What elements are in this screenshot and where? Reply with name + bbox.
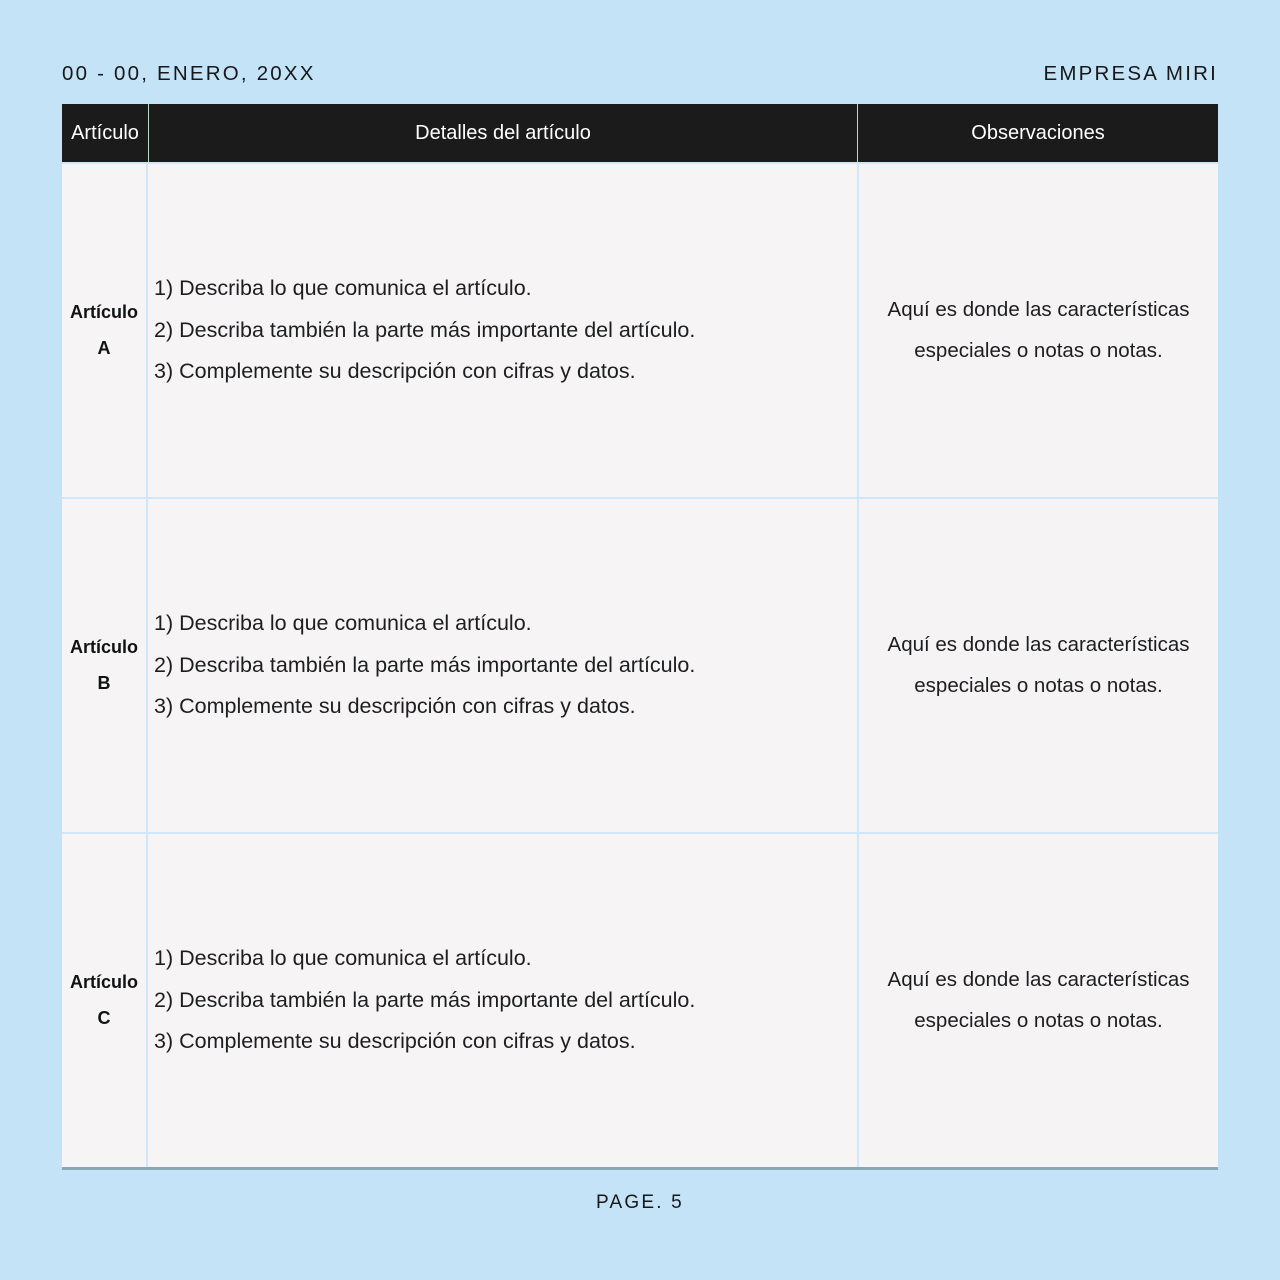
article-name: Artículo C (69, 972, 138, 1028)
table-header-row (62, 104, 1218, 162)
column-header-articulo: Artículo (71, 121, 139, 144)
header-company-label: EMPRESA MIRI (1043, 62, 1218, 85)
cell-article-details (148, 834, 857, 1167)
header-date-label: 00 - 00, ENERO, 20XX (62, 62, 316, 85)
detail-line: 2) Describa también la parte más importante del artículo. (154, 987, 696, 1012)
document-footer (0, 1192, 1280, 1214)
cell-observations (857, 499, 1218, 832)
column-header-observaciones: Observaciones (857, 104, 1218, 162)
detail-line: 1) Describa lo que comunica el artículo. (154, 946, 532, 971)
observations-text: Aquí es donde las características especiales o notas o notas. (887, 632, 1190, 697)
observations-text: Aquí es donde las características especiales o notas o notas. (887, 967, 1190, 1032)
detail-line: 2) Describa también la parte más importante del artículo. (154, 317, 696, 342)
table-row (62, 832, 1218, 1167)
table-row (62, 497, 1218, 832)
cell-article-label (62, 499, 148, 832)
cell-article-label (62, 164, 148, 497)
detail-line: 1) Describa lo que comunica el artículo. (154, 611, 532, 636)
detail-line: 3) Complemente su descripción con cifras y datos. (154, 359, 636, 384)
cell-article-label (62, 834, 148, 1167)
table-row (62, 162, 1218, 497)
detail-line: 2) Describa también la parte más importante del artículo. (154, 652, 696, 677)
article-table (62, 104, 1218, 1170)
detail-line: 3) Complemente su descripción con cifras y datos. (154, 694, 636, 719)
article-name: Artículo A (69, 302, 138, 358)
cell-observations (857, 164, 1218, 497)
cell-article-details (148, 499, 857, 832)
cell-observations (857, 834, 1218, 1167)
detail-line: 3) Complemente su descripción con cifras y datos. (154, 1029, 636, 1054)
column-header-detalles: Detalles del artículo (148, 104, 857, 162)
detail-line: 1) Describa lo que comunica el artículo. (154, 276, 532, 301)
page-number-label: PAGE. 5 (596, 1192, 684, 1213)
observations-text: Aquí es donde las características especiales o notas o notas. (887, 297, 1190, 362)
article-name: Artículo B (69, 637, 138, 693)
cell-article-details (148, 164, 857, 497)
document-header (62, 56, 1218, 92)
